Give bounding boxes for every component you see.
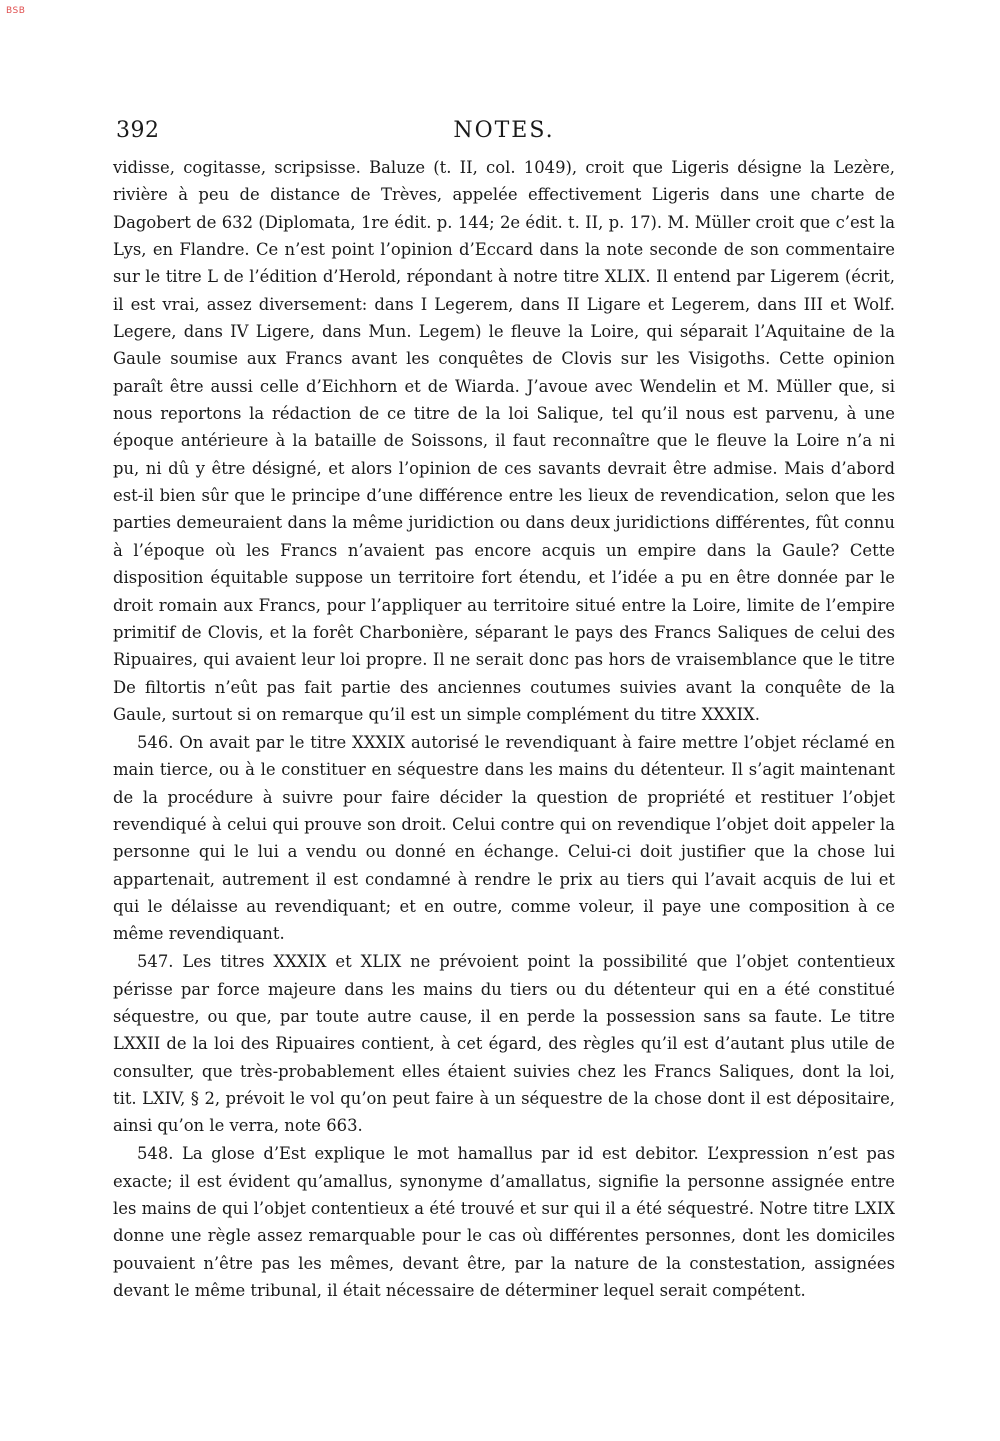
library-watermark: BSB xyxy=(6,6,26,16)
page-number: 392 xyxy=(116,118,160,143)
paragraph-note-546: 546. On avait par le titre XXXIX autorisé le revendiquant à faire mettre l’objet réclamé en main tierce, ou à le constituer en séquestre dans les mains du détenteur. Il s’agit maintenant de la procédure à suivre pour faire décider la question de propriété et restituer l’objet revendiqué à celui qui prouve son droit. Celui contre qui on revendique l’objet doit appeler la personne qui le lui a vendu ou donné en échange. Celui-ci doit justifier que la chose lui appartenait, autrement il est condamné à rendre le prix au tiers qui l’avait acquis de lui et qui le délaisse au revendiquant; et en outre, comme voleur, il paye une composition à ce même revendiquant. xyxy=(113,732,895,944)
paragraph-note-547: 547. Les titres XXXIX et XLIX ne prévoient point la possibilité que l’objet contentieux périsse par force majeure dans les mains du tiers ou du détenteur qui en a été constitué séquestre, ou que, par toute autre cause, il en perde la possession sans sa faute. Le titre LXXII de la loi des Ripuaires contient, à cet égard, des règles qu’il est d’autant plus utile de consulter, que très-probablement elles étaient suivies chez les Francs Saliques, dont la loi, tit. LXIV, § 2, prévoit le vol qu’on peut faire à un séquestre de la chose dont il est dépositaire, ainsi qu’on le verra, note 663. xyxy=(113,952,895,1136)
page xyxy=(113,118,895,1304)
page-header xyxy=(113,118,895,154)
running-title: NOTES. xyxy=(453,118,555,143)
paragraph-note-548: 548. La glose d’Est explique le mot hamallus par id est debitor. L’expression n’est pas exacte; il est évident qu’amallus, synonyme d’amallatus, signifie la personne assignée entre les mains de qui l’objet contentieux a été trouvé et sur qui il a été séquestré. Notre titre LXIX donne une règle assez remarquable pour le cas où différentes personnes, dont les domiciles pouvaient n’être pas les mêmes, devant être, par la nature de la constestation, assignées devant le même tribunal, il était nécessaire de déterminer lequel serait compétent. xyxy=(113,1144,895,1300)
body-text xyxy=(113,154,895,1304)
paragraph-note-545: vidisse, cogitasse, scripsisse. Baluze (t. II, col. 1049), croit que Ligeris désigne la Lezère, rivière à peu de distance de Trèves, appelée effectivement Ligeris dans une charte de Dagobert de 632 (Diplomata, 1re édit. p. 144; 2e édit. t. II, p. 17). M. Müller croit que c’est la Lys, en Flandre. Ce n’est point l’opinion d’Eccard dans la note seconde de son commentaire sur le titre L de l’édition d’Herold, répondant à notre titre XLIX. Il entend par Ligerem (écrit, il est vrai, assez diversement: dans I Legerem, dans II Ligare et Legerem, dans III et Wolf. Legere, dans IV Ligere, dans Mun. Legem) le fleuve la Loire, qui séparait l’Aquitaine de la Gaule soumise aux Francs avant les conquêtes de Clovis sur les Visigoths. Cette opinion paraît être aussi celle d’Eichhorn et de Wiarda. J’avoue avec Wendelin et M. Müller que, si nous reportons la rédaction de ce titre de la loi Salique, tel qu’il nous est parvenu, à une époque antérieure à la bataille de Soissons, il faut reconnaître que le fleuve la Loire n’a ni pu, ni dû y être désigné, et alors l’opinion de ces savants devrait être admise. Mais d’abord est-il bien sûr que le principe d’une différence entre les lieux de revendication, selon que les parties demeuraient dans la même juridiction ou dans deux juridictions différentes, fût connu à l’époque où les Francs n’avaient pas encore acquis un empire dans la Gaule? Cette disposition équitable suppose un territoire fort étendu, et l’idée a pu en être donnée par le droit romain aux Francs, pour l’appliquer au territoire situé entre la Loire, limite de l’empire primitif de Clovis, et la forêt Charbonière, séparant le pays des Francs Saliques de celui des Ripuaires, qui avaient leur loi propre. Il ne serait donc pas hors de vraisemblance que le titre De filtortis n’eût pas fait partie des anciennes coutumes suivies avant la conquête de la Gaule, surtout si on remarque qu’il est un simple complément du titre XXXIX. xyxy=(113,158,895,724)
